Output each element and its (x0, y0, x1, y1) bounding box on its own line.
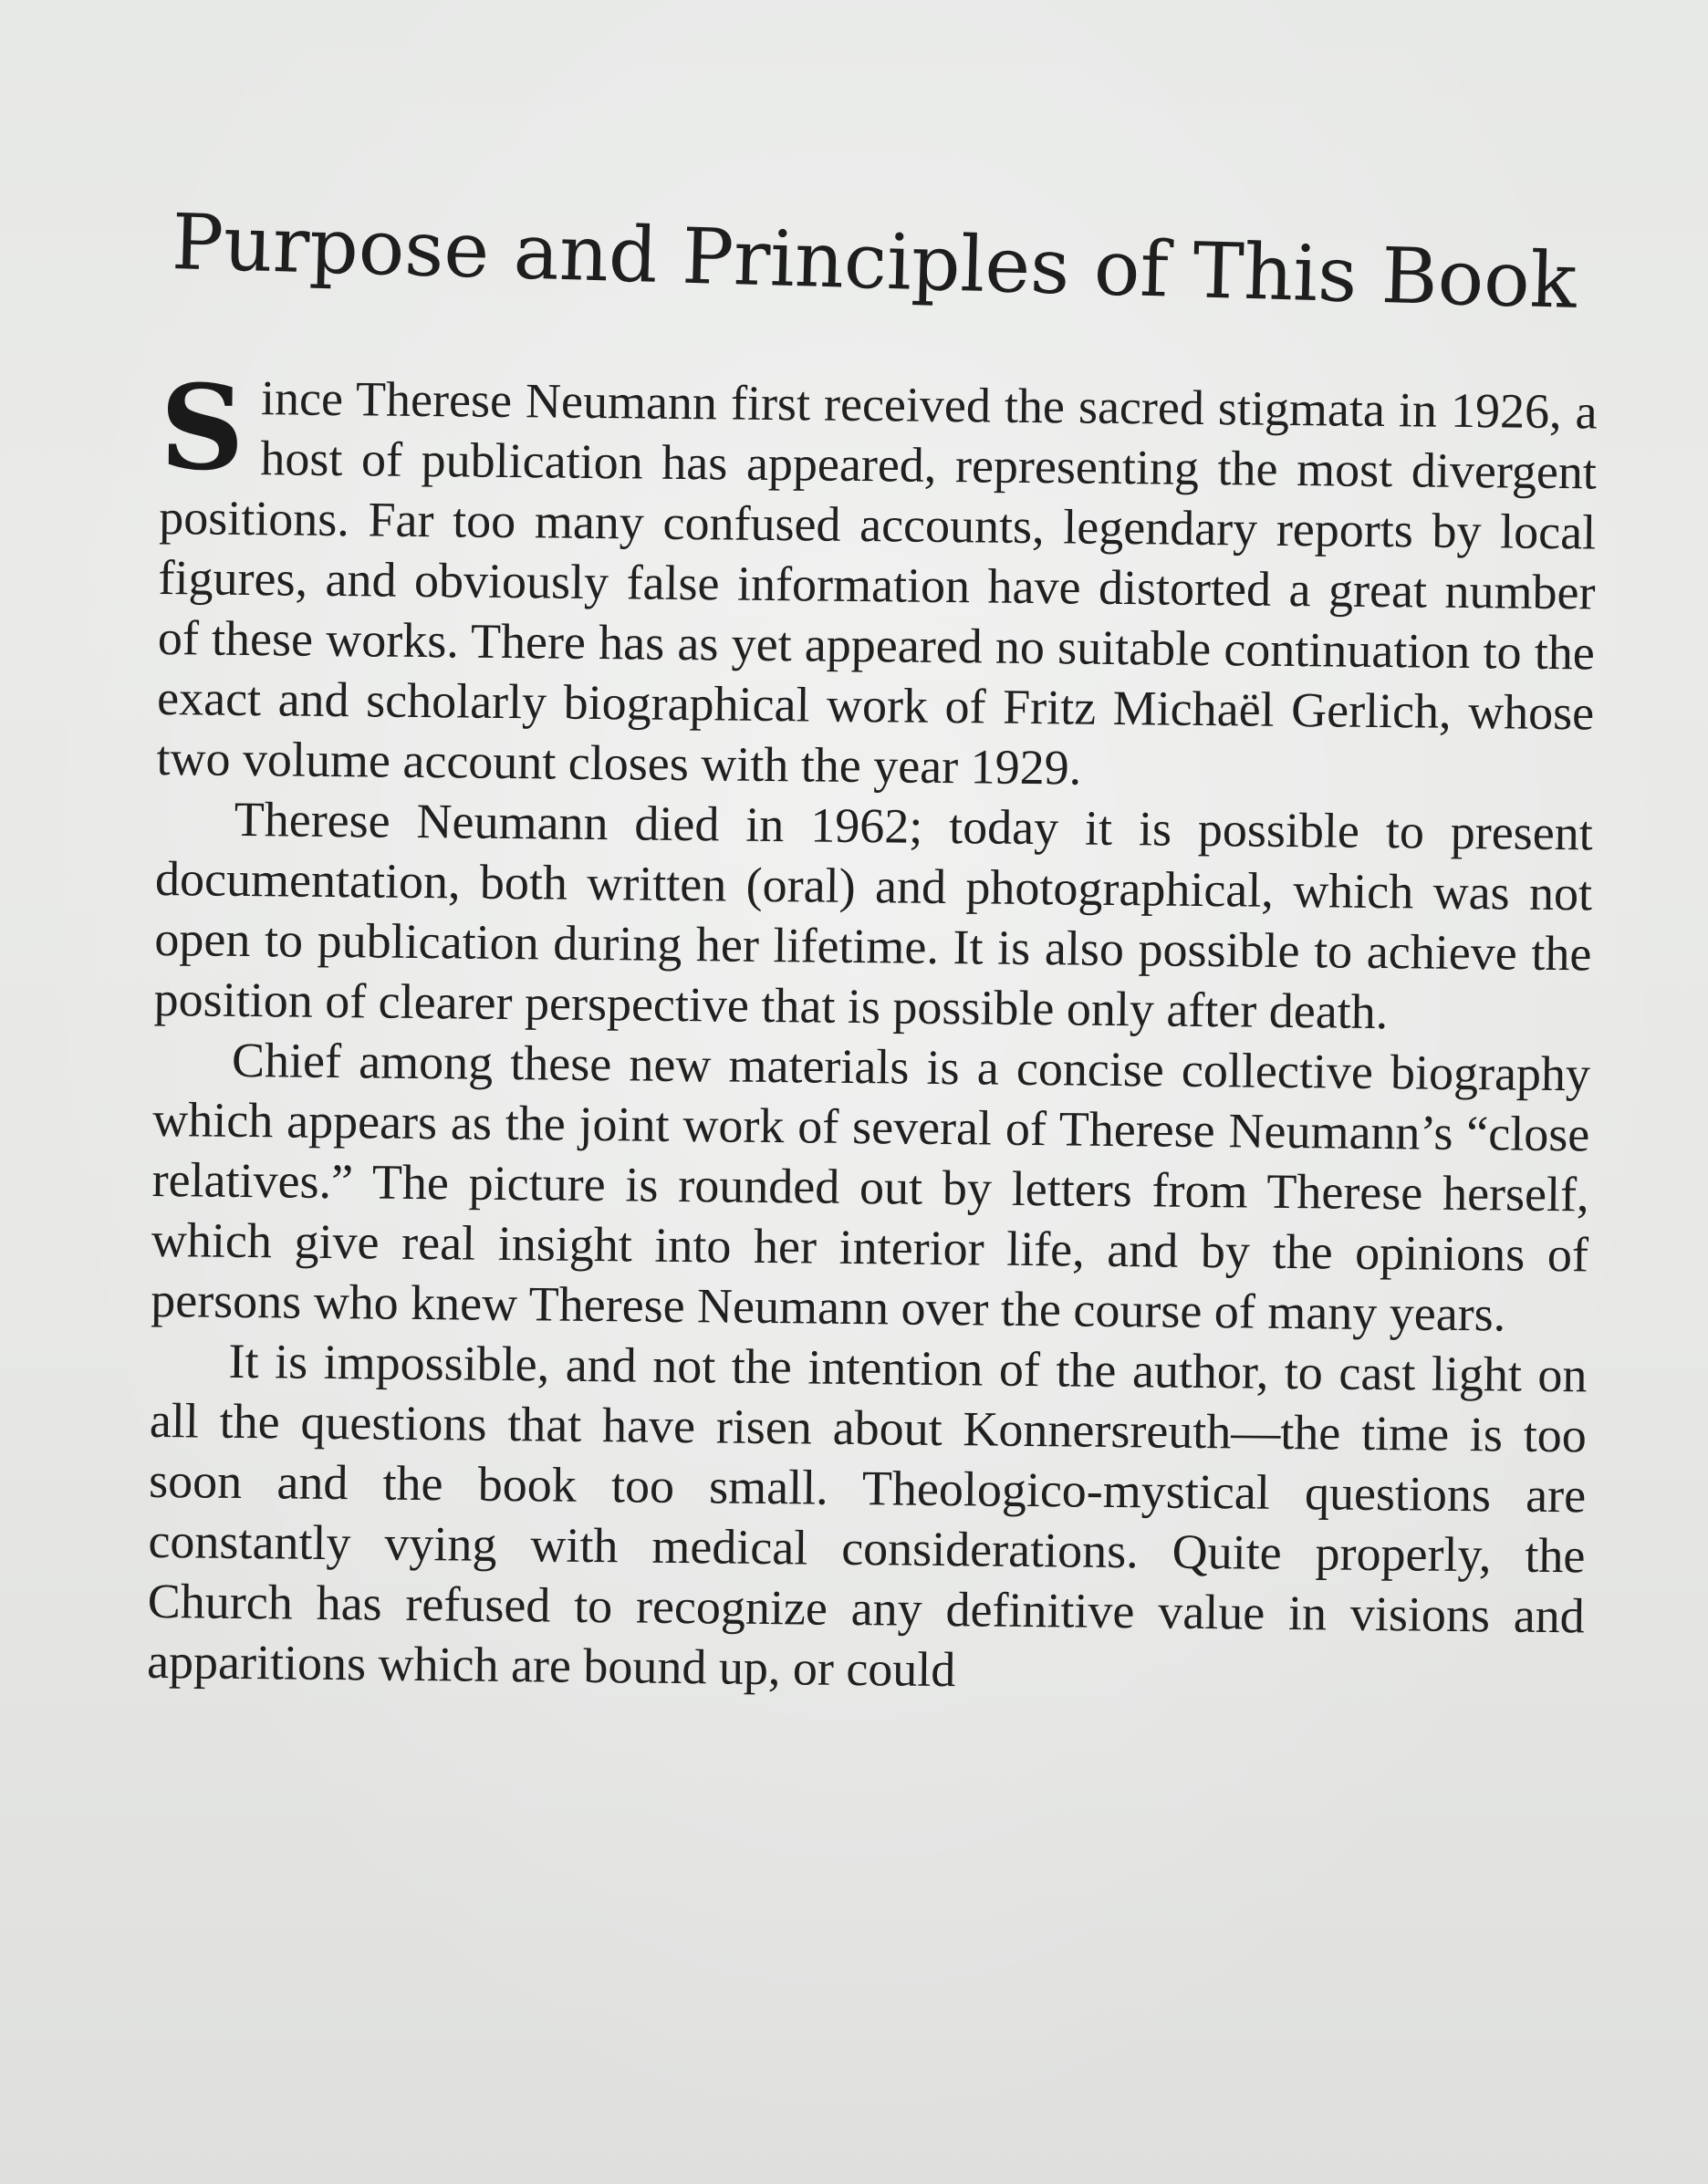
drop-cap: S (159, 359, 245, 497)
body-text (146, 359, 1598, 1706)
paragraph-1-text: ince Therese Neumann first received the sacred stigmata in 1926, a host of publication has appeared, representing the most divergent positions. Far too many confused accounts, legendary reports by local figures, and obviously false information have distorted a great number of these works. There has as yet appeared no suitable continuation to the exact and scholarly biographical work of Fritz Michaël Gerlich, whose two volume account closes with the year 1929. (156, 370, 1598, 796)
paragraph-3: Chief among these new materials is a concise collective biography which appears as the joint work of several of Therese Neumann’s “close relatives.” The picture is rounded out by letters from Therese herself, which give real insight into her interior life, and by the opinions of persons who knew Therese Neumann over the course of many years. (150, 1032, 1591, 1342)
paragraph-4: It is impossible, and not the intention of the author, to cast light on all the questions that have risen about Konnersreuth—the time is too soon and the book too small. Theologico-mystical questions are constantly vying with medical considerations. Quite properly, the Church has refused to recognize any definitive value in visions and apparitions which are bound up, or could (146, 1333, 1588, 1698)
paragraph-2: Therese Neumann died in 1962; today it is possible to present documentation, both written (oral) and photographical, which was not open to publication during her lifetime. It is also possible to achieve the position of clearer perspective that is possible only after death. (153, 791, 1594, 1040)
chapter-title: Purpose and Principles of This Book (171, 196, 1578, 326)
paragraph-1 (156, 359, 1598, 803)
